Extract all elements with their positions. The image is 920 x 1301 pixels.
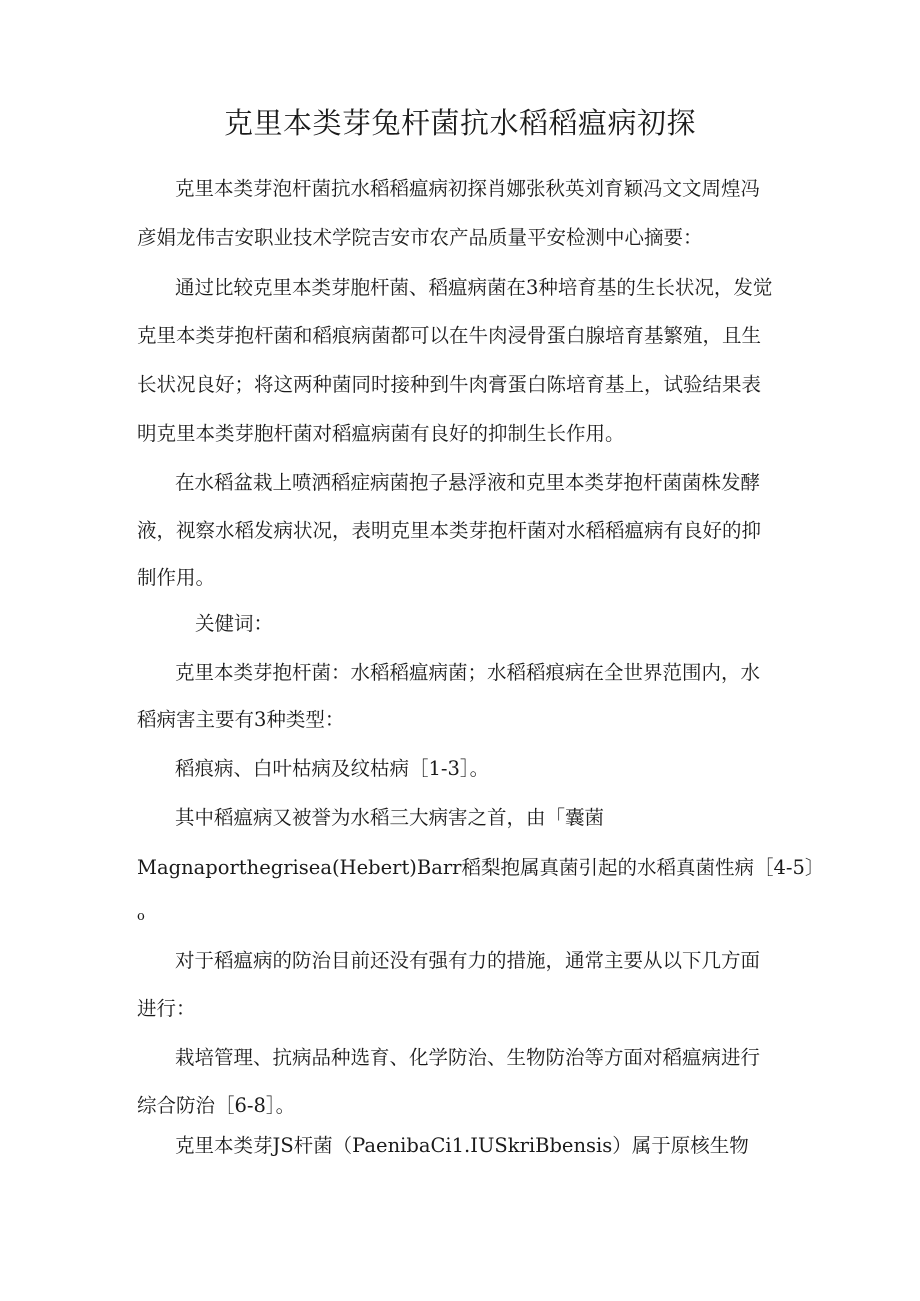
text-line: 进行： [137,997,196,1020]
text-line: 长状况良好；将这两种菌同时接种到牛肉膏蛋白陈培育基上，试验结果表 [137,373,762,396]
text-line: Magnaporthegrisea(Hebert)Barr稻梨抱属真菌引起的水稻真菌性病［4-5〕 [137,856,825,879]
text-line: o [137,909,145,924]
document-title: 克里本类芽兔杆菌抗水稻稻瘟病初探 [223,106,696,140]
text-line: 稻痕病、白叶枯病及纹枯病［1-3］。 [175,757,490,780]
text-line: 克里本类芽抱杆菌和稻痕病菌都可以在牛肉浸骨蛋白腺培育基繁殖，且生 [137,324,762,347]
text-line: 通过比较克里本类芽胞杆菌、稻瘟病菌在3种培育基的生长状况，发觉 [175,276,773,299]
keywords-label: 关健词： [195,612,274,635]
text-line: 克里本类芽抱杆菌：水稻稻瘟病菌；水稻稻痕病在全世界范围内，水 [175,661,761,684]
text-line: 液，视察水稻发病状况，表明克里本类芽抱杆菌对水稻稻瘟病有良好的抑 [137,519,762,542]
text-line: 明克里本类芽胞杆菌对稻瘟病菌有良好的抑制生长作用。 [137,422,625,445]
text-line: 对于稻瘟病的防治目前还没有强有力的措施，通常主要从以下几方面 [175,949,761,972]
text-line: 彦娟龙伟吉安职业技术学院吉安市农产品质量平安检测中心摘要： [137,226,703,249]
text-line: 其中稻瘟病又被誉为水稻三大病害之首，由「囊菌 [175,806,605,829]
text-line: 综合防治［6-8］。 [137,1094,296,1117]
text-line: 在水稻盆栽上喷洒稻症病菌抱子悬浮液和克里本类芽抱杆菌菌株发酵 [175,471,761,494]
text-line: 栽培管理、抗病品种选育、化学防治、生物防治等方面对稻瘟病进行 [175,1046,761,1069]
text-line: 稻病害主要有3种类型： [137,708,345,731]
text-line: 克里本类芽泡杆菌抗水稻稻瘟病初探肖娜张秋英刘育颖冯文文周煌冯 [175,177,761,200]
text-line: 克里本类芽JS杆菌（PaenibaCi1.IUSkriBbensis）属于原核生物 [175,1134,749,1157]
text-line: 制作用。 [137,566,216,589]
